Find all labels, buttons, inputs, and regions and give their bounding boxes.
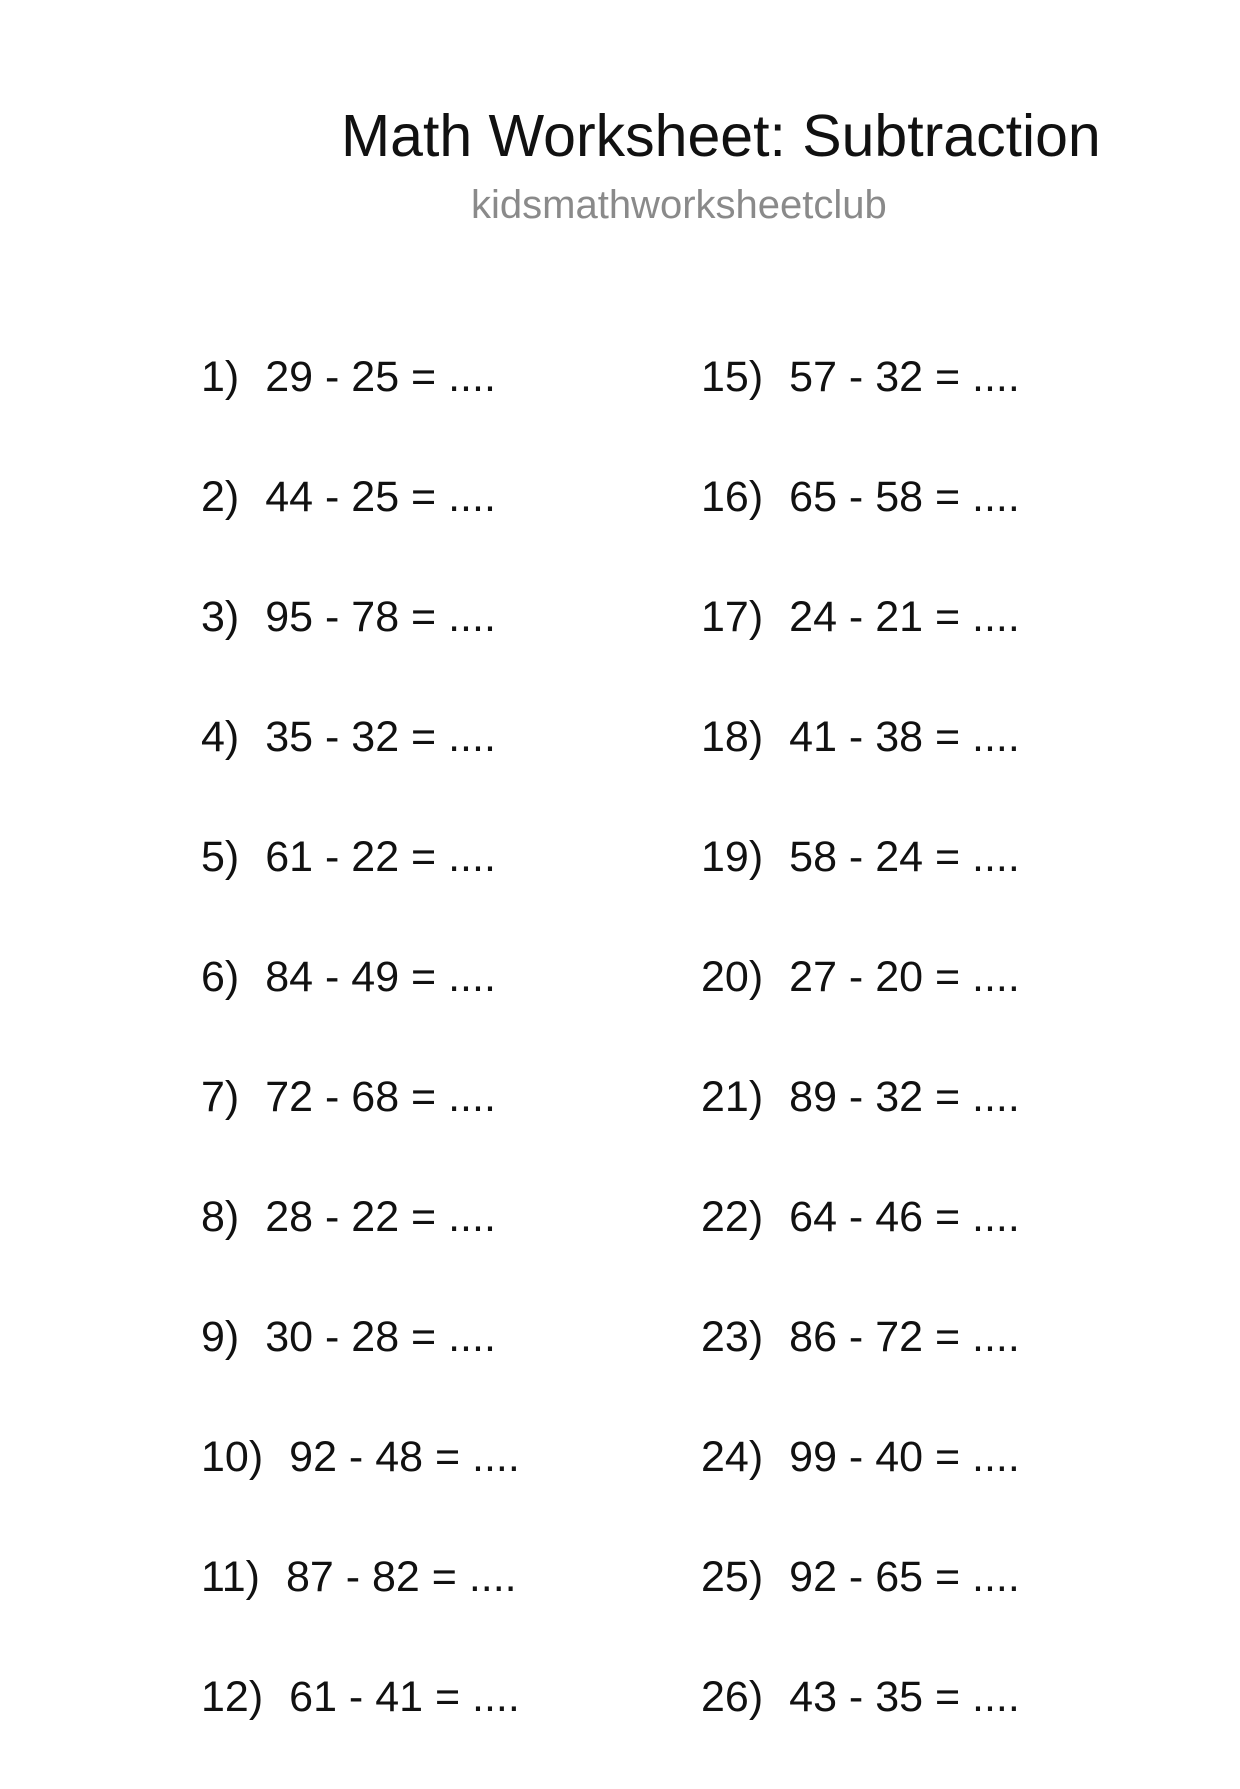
problem-number: 8) (201, 1193, 240, 1241)
problem-expression: 72 - 68 = .... (265, 1073, 496, 1121)
problem-expression: 30 - 28 = .... (265, 1313, 496, 1361)
problem-expression: 99 - 40 = .... (789, 1433, 1020, 1481)
problem-expression: 95 - 78 = .... (265, 593, 496, 641)
problem-item (701, 709, 1020, 829)
problem-number: 24) (701, 1433, 764, 1481)
problem-number: 2) (201, 473, 240, 521)
problem-item (201, 469, 520, 589)
problem-expression: 44 - 25 = .... (265, 473, 496, 521)
problem-item (701, 1669, 1020, 1789)
problem-number: 23) (701, 1313, 764, 1361)
problem-number: 5) (201, 833, 240, 881)
problem-expression: 84 - 49 = .... (265, 953, 496, 1001)
problem-expression: 29 - 25 = .... (265, 353, 496, 401)
problem-expression: 24 - 21 = .... (789, 593, 1020, 641)
problem-item (201, 1069, 520, 1189)
problem-item (201, 1429, 520, 1549)
problem-number: 17) (701, 593, 764, 641)
problem-expression: 28 - 22 = .... (265, 1193, 496, 1241)
problem-number: 6) (201, 953, 240, 1001)
problem-expression: 87 - 82 = .... (285, 1553, 517, 1601)
problem-number: 16) (701, 473, 764, 521)
problem-item (201, 949, 520, 1069)
problem-item (201, 1189, 520, 1309)
problem-item (701, 949, 1020, 1069)
problem-item (701, 829, 1020, 949)
problem-item (701, 349, 1020, 469)
problem-expression: 57 - 32 = .... (789, 353, 1020, 401)
problem-number: 26) (701, 1673, 764, 1721)
problem-expression: 92 - 65 = .... (789, 1553, 1020, 1601)
problem-item (701, 1309, 1020, 1429)
problem-number: 3) (201, 593, 240, 641)
problem-expression: 41 - 38 = .... (789, 713, 1020, 761)
problem-number: 12) (201, 1673, 264, 1721)
problem-column-right (701, 349, 1020, 1789)
problem-column-left (201, 349, 520, 1789)
problem-expression: 61 - 41 = .... (289, 1673, 520, 1721)
problem-number: 9) (201, 1313, 240, 1361)
problem-item (201, 589, 520, 709)
problem-item (701, 1069, 1020, 1189)
problem-expression: 65 - 58 = .... (789, 473, 1020, 521)
problem-number: 19) (701, 833, 764, 881)
problem-item (701, 1429, 1020, 1549)
problem-expression: 43 - 35 = .... (789, 1673, 1020, 1721)
problem-item (201, 1549, 520, 1669)
problem-item (701, 469, 1020, 589)
problem-number: 20) (701, 953, 764, 1001)
problem-number: 10) (201, 1433, 264, 1481)
problem-number: 25) (701, 1553, 764, 1601)
problem-item (201, 1669, 520, 1789)
problem-item (201, 829, 520, 949)
problem-expression: 92 - 48 = .... (289, 1433, 520, 1481)
problem-expression: 58 - 24 = .... (789, 833, 1020, 881)
problem-number: 7) (201, 1073, 240, 1121)
problem-number: 18) (701, 713, 764, 761)
problem-item (701, 589, 1020, 709)
problem-item (201, 709, 520, 829)
page-title: Math Worksheet: Subtraction (341, 103, 1101, 169)
problem-number: 11) (201, 1553, 260, 1601)
problem-number: 1) (201, 353, 240, 401)
problem-number: 4) (201, 713, 240, 761)
problem-number: 21) (701, 1073, 764, 1121)
problem-expression: 61 - 22 = .... (265, 833, 496, 881)
problem-expression: 89 - 32 = .... (789, 1073, 1020, 1121)
site-subtitle: kidsmathworksheetclub (471, 183, 887, 227)
problem-item (201, 349, 520, 469)
problem-expression: 86 - 72 = .... (789, 1313, 1020, 1361)
problem-number: 15) (701, 353, 764, 401)
problem-item (701, 1549, 1020, 1669)
problem-expression: 35 - 32 = .... (265, 713, 496, 761)
problem-item (701, 1189, 1020, 1309)
problem-item (201, 1309, 520, 1429)
problem-expression: 64 - 46 = .... (789, 1193, 1020, 1241)
problem-expression: 27 - 20 = .... (789, 953, 1020, 1001)
problem-number: 22) (701, 1193, 764, 1241)
